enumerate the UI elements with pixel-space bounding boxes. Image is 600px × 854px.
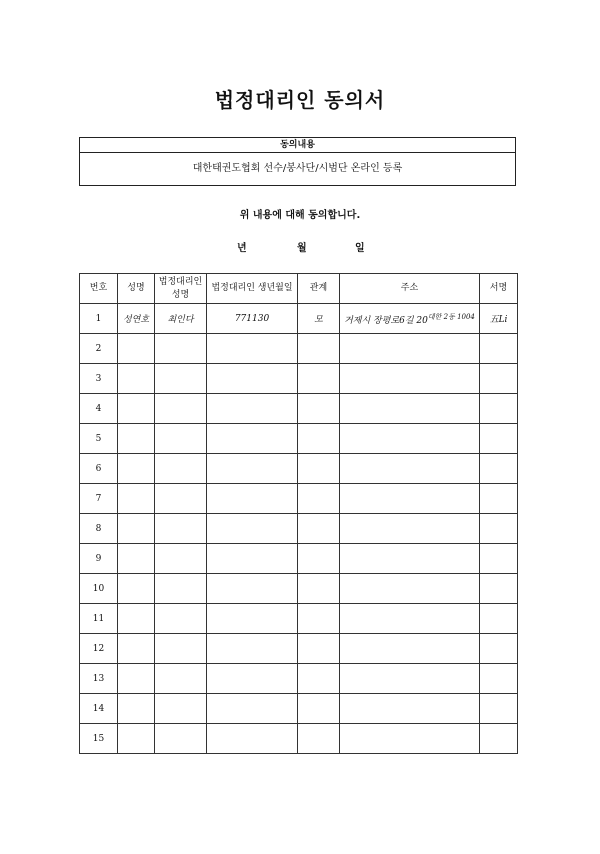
cell-no: 12: [80, 634, 118, 664]
cell-name: [118, 364, 155, 394]
cell-no: 15: [80, 724, 118, 754]
cell-relation: [298, 604, 340, 634]
cell-address: [340, 484, 480, 514]
cell-address: [340, 334, 480, 364]
cell-guardian-birth: [207, 334, 298, 364]
address-note: 대한 2동 1004: [427, 312, 475, 321]
cell-no: 9: [80, 544, 118, 574]
cell-name: [118, 514, 155, 544]
cell-relation: [298, 574, 340, 604]
cell-address: [340, 694, 480, 724]
guardian-table: [79, 273, 518, 754]
cell-guardian-birth: [207, 544, 298, 574]
cell-address: [340, 304, 480, 334]
cell-guardian-name: [155, 364, 207, 394]
table-row: [80, 724, 518, 754]
cell-relation: [298, 454, 340, 484]
cell-no: 1: [80, 304, 118, 334]
cell-guardian-name: [155, 514, 207, 544]
cell-guardian-birth: [207, 454, 298, 484]
cell-no: 14: [80, 694, 118, 724]
cell-guardian-name: [155, 724, 207, 754]
cell-no: 3: [80, 364, 118, 394]
cell-guardian-birth: [207, 634, 298, 664]
cell-signature: 五Li: [480, 304, 518, 334]
cell-guardian-birth: [207, 364, 298, 394]
cell-guardian-name: [155, 394, 207, 424]
header-guardian-birth: 법정대리인 생년월일: [207, 274, 298, 304]
cell-name: 성연호: [118, 304, 155, 334]
cell-signature: [480, 694, 518, 724]
table-row: [80, 454, 518, 484]
cell-signature: [480, 604, 518, 634]
cell-relation: [298, 364, 340, 394]
table-row: [80, 694, 518, 724]
table-row: [80, 364, 518, 394]
cell-address: [340, 424, 480, 454]
table-row: [80, 334, 518, 364]
cell-relation: [298, 724, 340, 754]
cell-relation: [298, 484, 340, 514]
cell-signature: [480, 544, 518, 574]
cell-no: 10: [80, 574, 118, 604]
header-name: 성명: [118, 274, 155, 304]
cell-guardian-birth: [207, 424, 298, 454]
cell-name: [118, 424, 155, 454]
cell-no: 2: [80, 334, 118, 364]
cell-guardian-name: [155, 424, 207, 454]
cell-name: [118, 484, 155, 514]
date-month-label: 월: [297, 243, 307, 254]
cell-address: [340, 664, 480, 694]
consent-body: 대한태권도협회 선수/봉사단/시범단 온라인 등록: [192, 163, 403, 174]
cell-address: [340, 604, 480, 634]
table-row: [80, 574, 518, 604]
cell-signature: [480, 634, 518, 664]
cell-guardian-birth: [207, 604, 298, 634]
cell-no: 11: [80, 604, 118, 634]
cell-signature: [480, 514, 518, 544]
document-title: 법정대리인 동의서: [214, 88, 386, 112]
cell-address: [340, 724, 480, 754]
cell-relation: [298, 394, 340, 424]
cell-guardian-name: [155, 484, 207, 514]
table-row: [80, 634, 518, 664]
table-row: [80, 664, 518, 694]
cell-guardian-name: [155, 694, 207, 724]
table-row: [80, 394, 518, 424]
header-signature: 서명: [480, 274, 518, 304]
cell-address: [340, 364, 480, 394]
cell-name: [118, 544, 155, 574]
cell-relation: [298, 544, 340, 574]
cell-address: [340, 634, 480, 664]
cell-relation: [298, 514, 340, 544]
cell-signature: [480, 424, 518, 454]
cell-relation: [298, 334, 340, 364]
table-header-row: [80, 274, 518, 304]
cell-signature: [480, 724, 518, 754]
header-no: 번호: [80, 274, 118, 304]
cell-guardian-name: [155, 544, 207, 574]
cell-name: [118, 334, 155, 364]
table-row: [80, 514, 518, 544]
cell-guardian-name: [155, 574, 207, 604]
cell-relation: 모: [298, 304, 340, 334]
table-row: [80, 604, 518, 634]
cell-name: [118, 634, 155, 664]
cell-signature: [480, 334, 518, 364]
cell-name: [118, 604, 155, 634]
cell-signature: [480, 664, 518, 694]
table-row: [80, 424, 518, 454]
cell-address: [340, 454, 480, 484]
cell-guardian-birth: [207, 664, 298, 694]
consent-box: [79, 137, 516, 186]
cell-no: 7: [80, 484, 118, 514]
cell-guardian-birth: 771130: [207, 304, 298, 334]
cell-name: [118, 664, 155, 694]
cell-no: 4: [80, 394, 118, 424]
table-row: [80, 304, 518, 334]
header-address: 주소: [340, 274, 480, 304]
cell-signature: [480, 484, 518, 514]
header-guardian-name: 법정대리인 성명: [155, 274, 207, 304]
table-row: [80, 544, 518, 574]
cell-no: 8: [80, 514, 118, 544]
agreement-text: 위 내용에 대해 동의합니다.: [239, 210, 361, 221]
cell-address: [340, 394, 480, 424]
cell-guardian-birth: [207, 394, 298, 424]
cell-signature: [480, 394, 518, 424]
cell-name: [118, 454, 155, 484]
consent-header: 동의내용: [80, 138, 515, 153]
cell-guardian-name: [155, 604, 207, 634]
cell-address: [340, 514, 480, 544]
cell-relation: [298, 694, 340, 724]
cell-no: 5: [80, 424, 118, 454]
cell-guardian-birth: [207, 484, 298, 514]
cell-guardian-name: 최인다: [155, 304, 207, 334]
header-relation: 관계: [298, 274, 340, 304]
cell-address: [340, 574, 480, 604]
cell-signature: [480, 574, 518, 604]
cell-name: [118, 694, 155, 724]
date-year-label: 년: [237, 243, 247, 254]
cell-relation: [298, 664, 340, 694]
cell-signature: [480, 454, 518, 484]
cell-name: [118, 394, 155, 424]
cell-guardian-name: [155, 664, 207, 694]
cell-signature: [480, 364, 518, 394]
cell-no: 13: [80, 664, 118, 694]
table-row: [80, 484, 518, 514]
cell-guardian-name: [155, 634, 207, 664]
cell-guardian-name: [155, 454, 207, 484]
address-text: 거제시 장평로6길 20: [344, 315, 428, 326]
cell-guardian-birth: [207, 574, 298, 604]
cell-no: 6: [80, 454, 118, 484]
cell-relation: [298, 634, 340, 664]
date-day-label: 일: [355, 243, 365, 254]
cell-guardian-name: [155, 334, 207, 364]
cell-name: [118, 724, 155, 754]
cell-relation: [298, 424, 340, 454]
cell-guardian-birth: [207, 514, 298, 544]
cell-address: [340, 544, 480, 574]
cell-name: [118, 574, 155, 604]
cell-guardian-birth: [207, 724, 298, 754]
cell-guardian-birth: [207, 694, 298, 724]
